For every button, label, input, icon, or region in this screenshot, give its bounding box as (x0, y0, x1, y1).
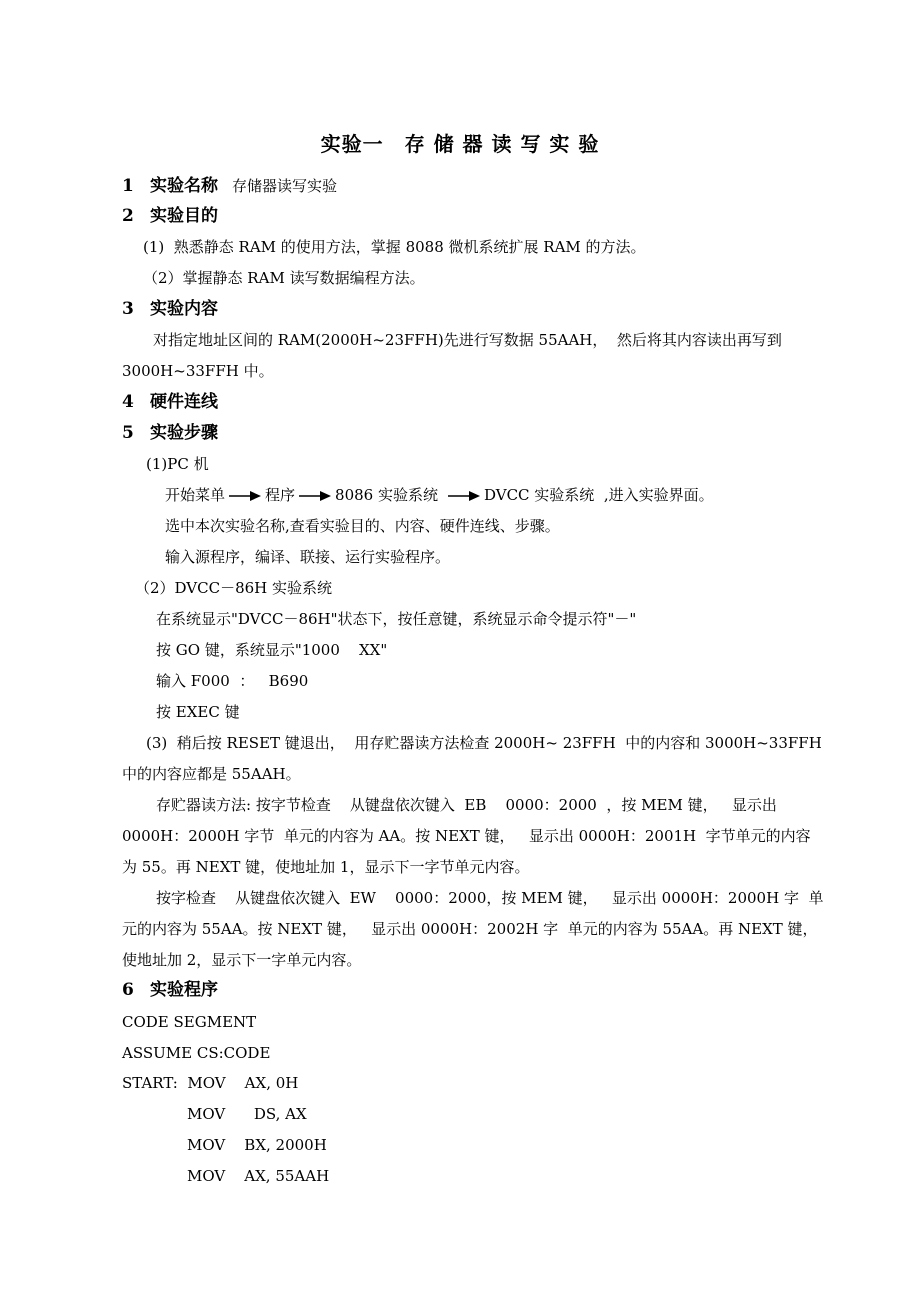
byte-check-line: 0000H：2000H 字节 单元的内容为 AA。按 NEXT 键， 显示出 0000H：2001H 字节单元的内容 (122, 827, 811, 845)
section-number: 5 (122, 423, 134, 443)
section-3-heading (122, 298, 218, 320)
code-line: START: MOV AX, 0H (122, 1074, 299, 1092)
section-title: 实验程序 (150, 980, 218, 1000)
section-title: 实验名称 (150, 176, 218, 196)
flow-step: 8086 实验系统 (335, 486, 438, 504)
arrow-right-icon (228, 489, 262, 503)
purpose-item: (1) 熟悉静态 RAM 的使用方法，掌握 8088 微机系统扩展 RAM 的方法。 (143, 238, 646, 256)
section-number: 6 (122, 980, 134, 1000)
byte-check-line: 为 55。再 NEXT 键，使地址加 1，显示下一字节单元内容。 (122, 858, 530, 876)
dvcc-step: 按 GO 键，系统显示"1000 XX" (156, 641, 388, 659)
section-1-heading (122, 175, 337, 197)
pc-subheading: (1)PC 机 (146, 455, 209, 473)
pc-step: 输入源程序，编译、联接、运行实验程序。 (165, 548, 451, 566)
flow-step: 程序 (265, 486, 296, 504)
dvcc-subheading: （2）DVCC－86H 实验系统 (135, 579, 333, 597)
code-line: MOV BX, 2000H (187, 1136, 327, 1154)
word-check-line: 使地址加 2，显示下一字单元内容。 (122, 951, 362, 969)
purpose-item: （2）掌握静态 RAM 读写数据编程方法。 (143, 269, 425, 287)
content-line: 对指定地址区间的 RAM(2000H~23FFH)先进行写数据 55AAH， 然后将其内容读出再写到 (153, 331, 782, 349)
arrow-right-icon (298, 489, 332, 503)
section-number: 4 (122, 392, 134, 412)
section-6-heading (122, 979, 218, 1001)
step3-line: (3) 稍后按 RESET 键退出， 用存贮器读方法检查 2000H~ 23FFH 中的内容和 3000H~33FFH (146, 734, 822, 752)
section-number: 2 (122, 206, 134, 226)
code-line: MOV AX, 55AAH (187, 1167, 330, 1185)
code-line: MOV DS, AX (187, 1105, 307, 1123)
section-title: 实验目的 (150, 206, 218, 226)
dvcc-step: 在系统显示"DVCC－86H"状态下，按任意键，系统显示命令提示符"－" (156, 610, 637, 628)
section-number: 3 (122, 299, 134, 319)
pc-step: 选中本次实验名称,查看实验目的、内容、硬件连线、步骤。 (165, 517, 560, 535)
section-title: 实验步骤 (150, 423, 218, 443)
menu-flow (165, 485, 714, 505)
word-check-line: 按字检查 从键盘依次键入 EW 0000：2000，按 MEM 键， 显示出 0000H：2000H 字 单 (156, 889, 824, 907)
flow-step: DVCC 实验系统 ,进入实验界面。 (483, 486, 714, 504)
dvcc-step: 按 EXEC 键 (156, 703, 240, 721)
code-line: ASSUME CS:CODE (122, 1044, 271, 1062)
byte-check-line: 存贮器读方法: 按字节检查 从键盘依次键入 EB 0000：2000 ，按 MEM 键， 显示出 (156, 796, 777, 814)
section-number: 1 (122, 176, 134, 196)
content-line: 3000H~33FFH 中。 (122, 362, 274, 380)
flow-step: 开始菜单 (165, 486, 226, 504)
page-title: 实验一 存 储 器 读 写 实 验 (320, 132, 600, 156)
section-title: 硬件连线 (150, 392, 218, 412)
section-title: 实验内容 (150, 299, 218, 319)
step3-line: 中的内容应都是 55AAH。 (122, 765, 301, 783)
section-5-heading (122, 422, 218, 444)
experiment-name: 存储器读写实验 (232, 177, 338, 195)
word-check-line: 元的内容为 55AA。按 NEXT 键， 显示出 0000H：2002H 字 单元的内容为 55AA。再 NEXT 键， (122, 920, 818, 938)
section-2-heading (122, 205, 218, 227)
dvcc-step: 输入 F000 ： B690 (156, 672, 309, 690)
section-4-heading (122, 391, 218, 413)
code-line: CODE SEGMENT (122, 1013, 257, 1031)
arrow-right-icon (447, 489, 481, 503)
